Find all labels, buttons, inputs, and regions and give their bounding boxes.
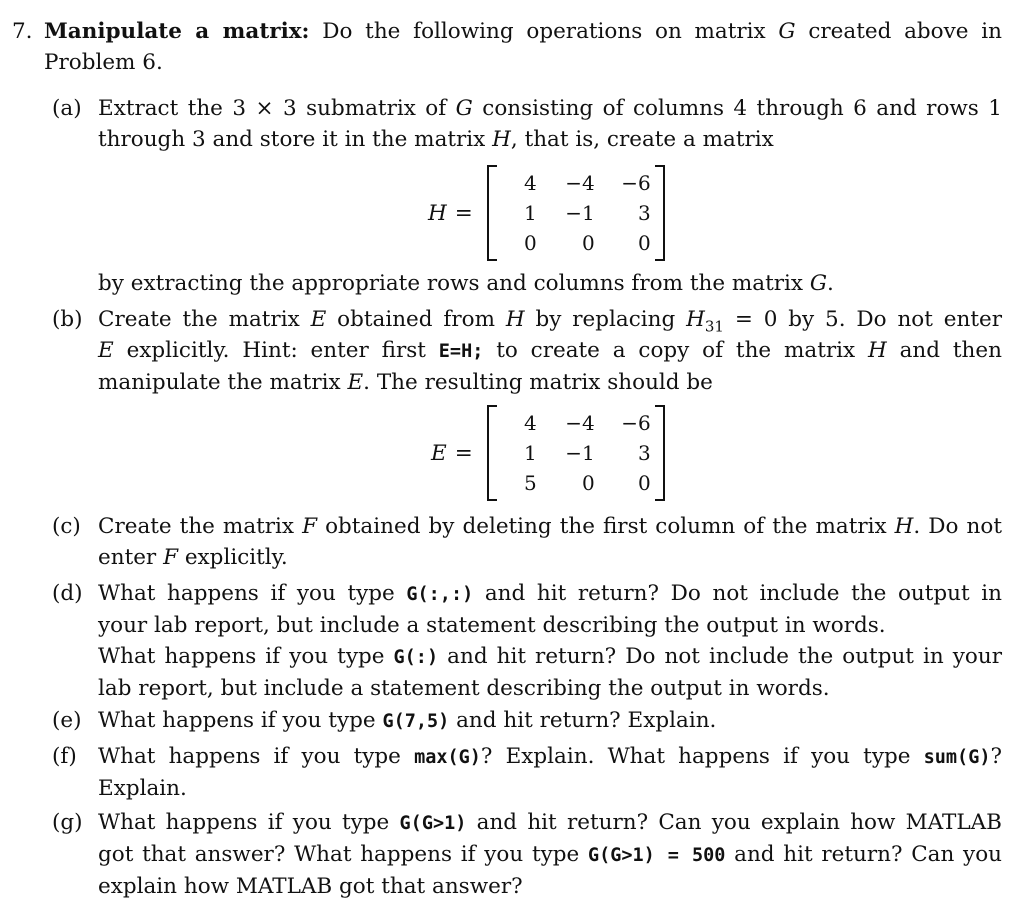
text: manipulate the matrix — [98, 370, 341, 395]
text: and hit return? Do not include the output in your — [447, 644, 1002, 669]
text: enter — [98, 545, 157, 570]
matrix-e — [431, 405, 665, 501]
problem-intro-text: Do the following operations on matrix — [322, 19, 766, 44]
var-h: H — [894, 514, 914, 539]
matrix-cell: 0 — [582, 231, 595, 255]
text: , that is, create a matrix — [510, 127, 774, 152]
matrix-h-equals: = — [454, 200, 473, 226]
part-d-line-4: lab report, but include a statement describing the output in words. — [98, 676, 830, 701]
problem-title: Manipulate a matrix: — [44, 19, 310, 44]
text: to create a copy of the matrix — [496, 338, 856, 363]
part-e-line-1 — [98, 705, 1002, 737]
text: obtained from — [337, 307, 495, 332]
matrix-e-entries — [497, 408, 655, 498]
code-snippet: G(7,5) — [382, 711, 450, 732]
matrix-cell: −4 — [565, 171, 595, 195]
var-e: E — [98, 338, 114, 363]
part-b-line-3 — [98, 367, 1002, 398]
part-c-line-1 — [98, 511, 1002, 542]
part-a-line-2 — [98, 124, 1002, 155]
part-b-line-1 — [98, 304, 1002, 335]
matrix-left-bracket — [487, 165, 497, 261]
var-h: H — [505, 307, 525, 332]
matrix-cell: −4 — [565, 411, 595, 435]
matrix-cell: 1 — [523, 441, 537, 465]
part-f-label: (f) — [52, 744, 77, 769]
text: What happens if you type — [98, 581, 395, 606]
var-h: H — [868, 338, 887, 363]
text: and hit return? Can you explain how MATLAB — [476, 810, 1002, 835]
part-b-line-2 — [98, 335, 1002, 367]
spacer — [52, 268, 98, 299]
text: and then — [899, 338, 1002, 363]
matrix-cell: 3 — [637, 441, 651, 465]
text: and hit return? Do not include the output in — [484, 581, 1002, 606]
matrix-cell: 0 — [638, 231, 651, 255]
code-snippet: E=H; — [438, 341, 484, 362]
code-snippet: G(G>1) — [399, 813, 467, 834]
code-snippet: G(:,:) — [406, 584, 474, 605]
text: consisting of columns 4 through 6 and rows 1 — [482, 96, 1002, 121]
part-c — [52, 511, 1002, 573]
var-e: E — [310, 307, 327, 332]
matrix-h-name: H — [428, 200, 447, 226]
text: Create the matrix — [98, 307, 300, 332]
part-d-label: (d) — [52, 581, 83, 606]
text: What happens if you type — [98, 744, 401, 769]
matrix-cell: −1 — [565, 441, 595, 465]
part-a-after-text: by extracting the appropriate rows and columns from the matrix — [98, 271, 804, 296]
part-g — [52, 807, 1002, 902]
matrix-e-name: E — [431, 440, 447, 466]
part-a-label: (a) — [52, 96, 82, 121]
matrix-cell: −6 — [621, 411, 651, 435]
var-g: G — [455, 96, 473, 121]
part-g-label: (g) — [52, 810, 83, 835]
part-c-label: (c) — [52, 514, 81, 539]
matrix-h-entries — [497, 168, 655, 258]
var-f: F — [302, 514, 318, 539]
matrix-right-bracket — [655, 405, 665, 501]
part-b — [52, 304, 1002, 398]
text: Extract the 3 × 3 submatrix of — [98, 96, 447, 121]
var-f: F — [163, 545, 178, 570]
matrix-left-bracket — [487, 405, 497, 501]
text: What happens if you type — [98, 810, 390, 835]
problem-intro-text-2: created above in — [808, 19, 1002, 44]
part-g-line-3: explain how MATLAB got that answer? — [98, 874, 523, 899]
part-d-line-1 — [98, 578, 1002, 610]
text: . The resulting matrix should be — [363, 370, 713, 395]
text: by replacing — [535, 307, 676, 332]
text: . — [827, 271, 834, 296]
part-d-line-2: your lab report, but include a statement describing the output in words. — [98, 613, 886, 638]
code-snippet: G(:) — [393, 647, 439, 668]
text: and hit return? Explain. — [456, 708, 717, 733]
problem-header — [12, 16, 1002, 78]
var-g: G — [778, 19, 796, 44]
matrix-cell: 5 — [523, 471, 537, 495]
text: explicitly. Hint: enter first — [126, 338, 426, 363]
matrix-e-equals: = — [454, 440, 473, 466]
problem-intro-line2: Problem 6. — [44, 50, 163, 75]
subscript: 31 — [704, 317, 724, 336]
text: = 0 by 5. Do not enter — [734, 307, 1002, 332]
part-f-line-1 — [98, 741, 1002, 773]
matrix-cell: 4 — [523, 411, 537, 435]
var-h: H — [492, 127, 511, 152]
part-d-line-3 — [98, 641, 1002, 673]
part-a-line-1 — [98, 93, 1002, 124]
problem-number: 7. — [12, 19, 33, 44]
matrix-cell: −6 — [621, 171, 651, 195]
code-snippet: sum(G) — [923, 747, 991, 768]
text: got that answer? What happens if you type — [98, 842, 580, 867]
var-h: H — [686, 307, 705, 332]
text: . Do not — [913, 514, 1002, 539]
part-g-line-2 — [98, 839, 1002, 871]
matrix-right-bracket — [655, 165, 665, 261]
matrix-cell: −1 — [565, 201, 595, 225]
text: through 3 and store it in the matrix — [98, 127, 486, 152]
part-e — [52, 705, 1002, 737]
matrix-cell: 0 — [524, 231, 537, 255]
code-snippet: max(G) — [414, 747, 481, 768]
part-a — [52, 93, 1002, 155]
matrix-cell: 1 — [524, 201, 537, 225]
var-e: E — [347, 370, 364, 395]
text: ? Explain. What happens if you type — [480, 744, 911, 769]
part-g-line-1 — [98, 807, 1002, 839]
matrix-cell: 3 — [638, 201, 651, 225]
part-f — [52, 741, 1002, 804]
text: obtained by deleting the first column of the matrix — [325, 514, 887, 539]
text: What happens if you type — [98, 708, 376, 733]
text: explicitly. — [184, 545, 288, 570]
var-g: G — [809, 271, 828, 296]
part-c-line-2 — [98, 542, 1002, 573]
matrix-cell: 0 — [581, 471, 595, 495]
text: ? — [990, 744, 1002, 769]
code-snippet: G(G>1) = 500 — [587, 845, 726, 866]
text: Create the matrix — [98, 514, 295, 539]
matrix-cell: 4 — [524, 171, 537, 195]
part-f-line-2: Explain. — [98, 776, 187, 801]
text: What happens if you type — [98, 644, 385, 669]
part-e-label: (e) — [52, 708, 82, 733]
matrix-cell: 0 — [637, 471, 651, 495]
part-a-continued — [52, 268, 1002, 299]
text: and hit return? Can you — [734, 842, 1002, 867]
matrix-h — [428, 165, 665, 261]
part-b-label: (b) — [52, 307, 83, 332]
part-d — [52, 578, 1002, 704]
